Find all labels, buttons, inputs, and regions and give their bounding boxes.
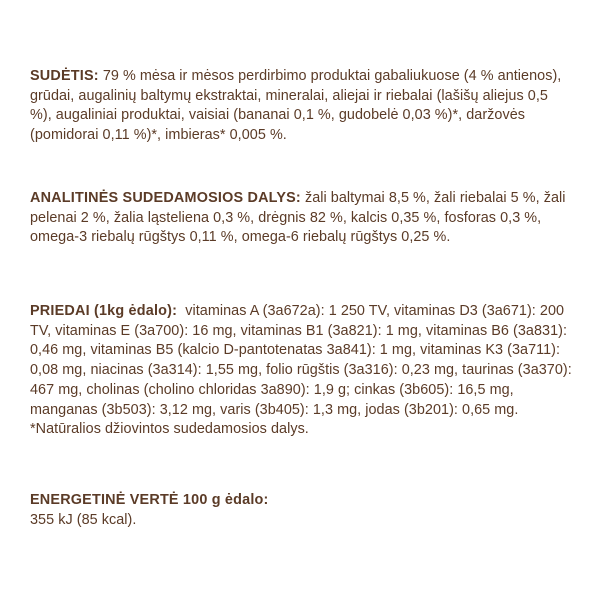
additives-section	[30, 302, 576, 440]
analytical-constituents-text: žali baltymai 8,5 %, žali riebalai 5 %, žali pelenai 2 %, žalia ląsteliena 0,3 %, drėgnis 82 %, kalcis 0,35 %, fosforas 0,3 %, omega-3 riebalų rūgštys 0,11 %, omega-6 riebalų rūgštys 0,25 %.	[30, 190, 566, 246]
additives-text: vitaminas A (3a672a): 1 250 TV, vitaminas D3 (3a671): 200 TV, vitaminas E (3a700): 16 mg, vitaminas B1 (3a821): 1 mg, vitaminas B6 (3a831): 0,46 mg, vitaminas B5 (kalcio D-pantotenatas 3a841): 1 mg, vitaminas K3 (3a711): 0,08 mg, niacinas (3a314): 1,55 mg, folio rūgštis (3a316): 0,23 mg, taurinas (3a370): 467 mg, cholinas (cholino chloridas 3a890): 1,9 g; cinkas (3b605): 16,5 mg, manganas (3b503): 3,12 mg, varis (3b405): 1,3 mg, jodas (3b201): 0,65 mg. *Natūralios džiovintos sudedamosios dalys.	[30, 303, 576, 438]
analytical-constituents-heading: ANALITINĖS SUDEDAMOSIOS DALYS:	[30, 190, 301, 206]
composition-heading: SUDĖTIS:	[30, 68, 99, 84]
composition-section	[30, 67, 572, 146]
energy-value-text: 355 kJ (85 kcal).	[30, 511, 137, 528]
energy-value-section	[30, 491, 572, 530]
analytical-constituents-section	[30, 189, 572, 248]
energy-value-heading: ENERGETINĖ VERTĖ 100 g ėdalo:	[30, 492, 269, 508]
additives-heading: PRIEDAI (1kg ėdalo):	[30, 303, 178, 319]
composition-text: 79 % mėsa ir mėsos perdirbimo produktai gabaliukuose (4 % antienos), grūdai, augalinių baltymų ekstraktai, mineralai, aliejai ir riebalai (lašišų aliejus 0,5 %), augaliniai produktai, vaisiai (bananai 0,1 %, gudobelė 0,03 %)*, daržovės (pomidorai 0,11 %)*, imbieras* 0,005 %.	[30, 68, 562, 144]
